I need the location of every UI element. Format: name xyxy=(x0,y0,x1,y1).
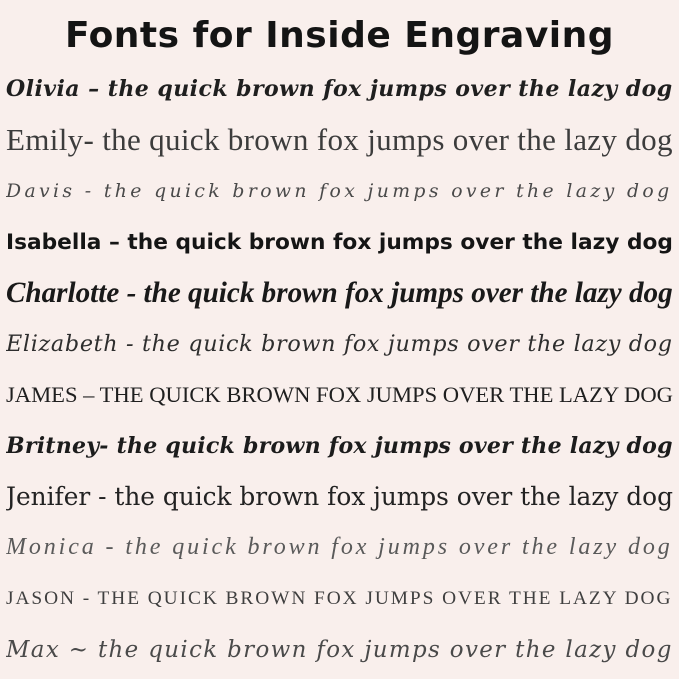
font-sample-text: JAMES – THE QUICK BROWN FOX JUMPS OVER THE LAZY DOG xyxy=(6,381,673,407)
font-sample-text: Olivia – the quick brown fox jumps over the lazy dog xyxy=(6,76,673,103)
font-sample-text: Monica - the quick brown fox jumps over the lazy dog xyxy=(6,534,673,561)
font-sample-list xyxy=(0,64,679,679)
font-sample-row-monica xyxy=(6,522,673,573)
font-sample-text: Britney- the quick brown fox jumps over the lazy dog xyxy=(6,432,673,459)
font-sample-row-jason xyxy=(6,573,673,624)
font-sample-text: Davis - the quick brown fox jumps over the lazy dog xyxy=(6,180,673,202)
font-sample-text: Jenifer - the quick brown fox jumps over the lazy dog xyxy=(6,482,673,512)
font-sample-row-davis xyxy=(6,166,673,217)
page-title: Fonts for Inside Engraving xyxy=(64,14,615,56)
font-sample-row-emily xyxy=(6,115,673,166)
font-sample-text: JASON - THE QUICK BROWN FOX JUMPS OVER THE LAZY DOG xyxy=(6,587,673,609)
font-sample-row-jenifer xyxy=(6,471,673,522)
font-sample-text: Charlotte - the quick brown fox jumps over the lazy dog xyxy=(6,276,673,309)
font-sample-text: Elizabeth - the quick brown fox jumps over the lazy dog xyxy=(6,331,673,358)
font-sample-text: Max ~ the quick brown fox jumps over the lazy dog xyxy=(6,636,673,663)
font-sample-row-james xyxy=(6,370,673,421)
font-sample-row-charlotte xyxy=(6,268,673,319)
font-sample-row-elizabeth xyxy=(6,319,673,370)
font-sample-text: Isabella – the quick brown fox jumps over the lazy dog xyxy=(6,229,673,255)
font-sample-row-max xyxy=(6,624,673,675)
font-sample-row-britney xyxy=(6,420,673,471)
font-sample-text: Emily- the quick brown fox jumps over the lazy dog xyxy=(6,122,673,158)
font-sample-row-olivia xyxy=(6,64,673,115)
font-sample-row-isabella xyxy=(6,217,673,268)
